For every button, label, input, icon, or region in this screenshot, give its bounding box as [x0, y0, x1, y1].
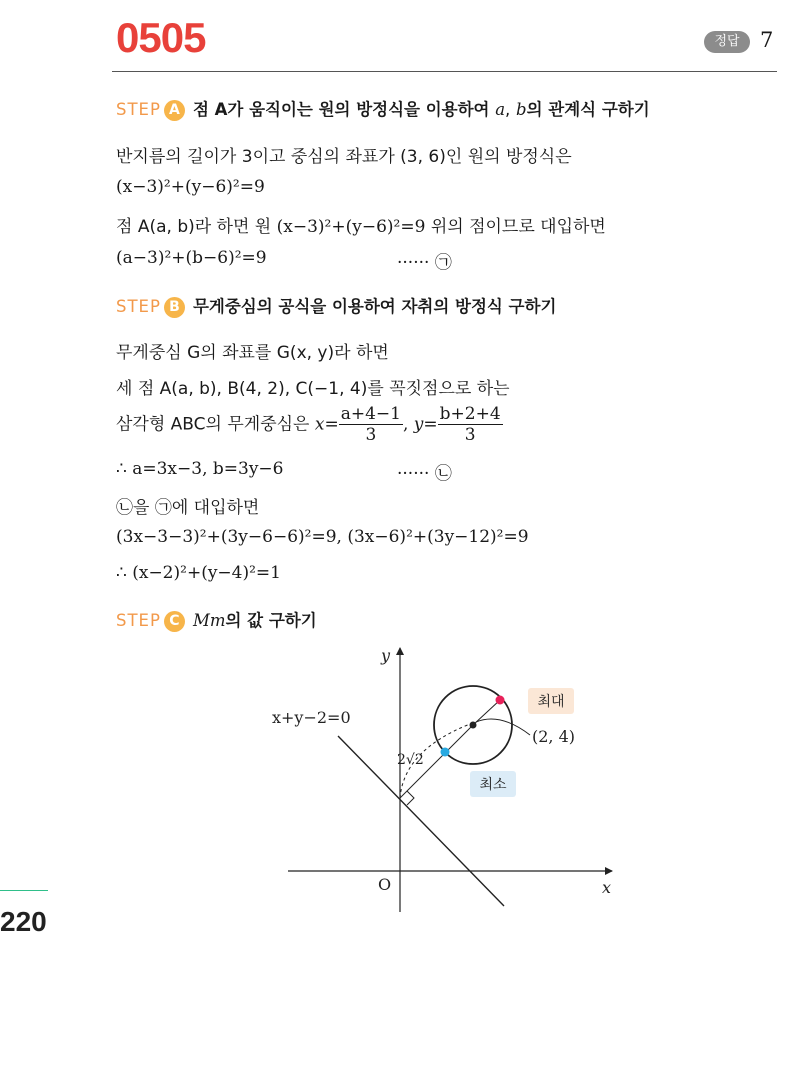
step-b-eq-3: (3x−3−3)²+(3y−6−6)²=9, (3x−6)²+(3y−12)²=9	[116, 527, 529, 547]
step-b-therefore-1: ∴ a=3x−3, b=3y−6	[116, 459, 284, 479]
max-label: 최대	[537, 694, 565, 710]
step-badge-a: A	[164, 100, 185, 121]
step-b-mark: ㉡	[434, 464, 452, 484]
step-a-text-1: 반지름의 길이가 3이고 중심의 좌표가 (3, 6)인 원의 방정식은	[116, 147, 572, 167]
circle-center	[470, 722, 477, 729]
answer-badge: 정답	[704, 31, 750, 53]
page-accent-line	[0, 890, 48, 891]
page-number: 220	[0, 906, 47, 937]
origin-label: O	[378, 875, 392, 894]
step-label: STEP	[116, 100, 161, 119]
step-label: STEP	[116, 611, 161, 630]
sub-text-a: 을	[133, 498, 150, 518]
step-a-eq-2: (a−3)²+(b−6)²=9	[116, 248, 267, 268]
step-a-text-2a: 점 A(a, b)라 하면 원	[116, 217, 272, 237]
step-b-text-1: 무게중심 G의 좌표를 G(x, y)라 하면	[116, 343, 389, 363]
step-b-therefore-2: ∴ (x−2)²+(y−4)²=1	[116, 563, 281, 583]
step-label: STEP	[116, 297, 161, 316]
step-b-title: 무게중심의 공식을 이용하여 자취의 방정식 구하기	[192, 297, 557, 316]
step-a-comma: ,	[505, 100, 511, 119]
step-badge-b: B	[164, 297, 185, 318]
centroid-x-denominator: 3	[365, 425, 377, 445]
line-equation-label: x+y−2=0	[272, 708, 351, 727]
step-a-dots: ······	[397, 253, 430, 273]
step-c-title: 의 값 구하기	[225, 611, 317, 630]
step-badge-c: C	[164, 611, 185, 632]
step-a-text-2b: (x−3)²+(y−6)²=9	[276, 217, 426, 237]
centroid-y-numerator: b+2+4	[439, 404, 501, 424]
centroid-y-eq: y=	[413, 414, 438, 435]
step-c-var: Mm	[192, 611, 226, 630]
step-b-text-2: 세 점 A(a, b), B(4, 2), C(−1, 4)를 꼭짓점으로 하는	[116, 379, 510, 399]
step-b-text-3: 삼각형 ABC의 무게중심은	[116, 414, 310, 435]
min-label: 최소	[479, 777, 507, 793]
answer-value: 7	[760, 28, 774, 52]
center-label: (2, 4)	[532, 727, 576, 746]
centroid-comma: ,	[402, 414, 409, 435]
sub-mark-2: ㉡	[116, 498, 133, 518]
sub-text-b: 에 대입하면	[171, 498, 260, 518]
step-a-var-b: b	[516, 100, 527, 119]
step-a-title-2: 의 관계식 구하기	[526, 100, 650, 119]
distance-label: 2√2	[397, 752, 424, 768]
right-angle-mark	[407, 791, 414, 805]
step-a-title-1: 점 A가 움직이는 원의 방정식을 이용하여	[192, 100, 490, 119]
max-point	[496, 696, 505, 705]
step-b-dots: ······	[397, 464, 430, 484]
sub-mark-1: ㉠	[154, 498, 172, 518]
step-a-text-2c: 위의 점이므로 대입하면	[430, 217, 606, 237]
centroid-x-numerator: a+4−1	[340, 404, 401, 424]
x-axis-label: x	[602, 878, 612, 897]
step-a-eq-1: (x−3)²+(y−6)²=9	[116, 177, 265, 197]
step-a-var-a: a	[495, 100, 506, 119]
centroid-y-denominator: 3	[464, 425, 476, 445]
y-axis-label: y	[381, 646, 391, 665]
problem-number: 0505	[116, 14, 206, 61]
min-point	[441, 748, 450, 757]
step-a-mark: ㉠	[434, 253, 452, 273]
centroid-x-eq: x=	[314, 414, 339, 435]
center-leader-line	[476, 719, 530, 735]
